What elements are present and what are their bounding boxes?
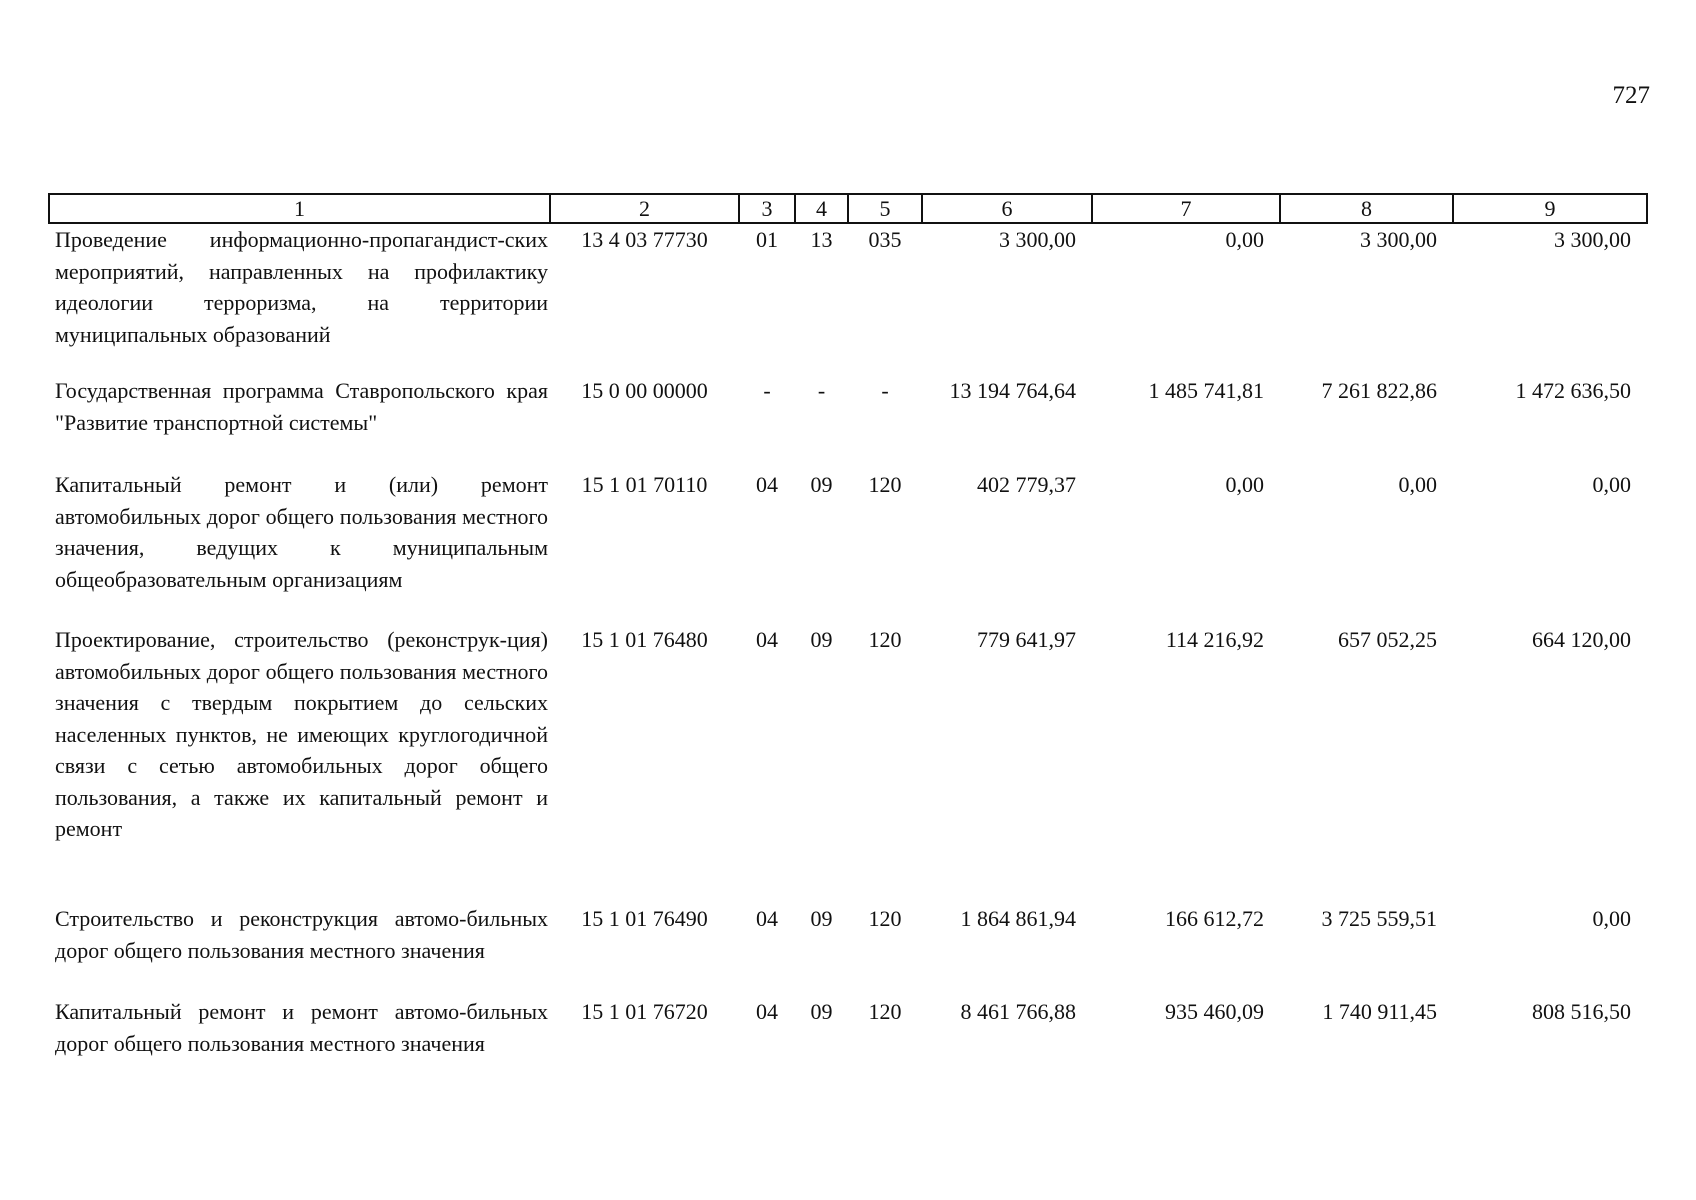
row-col7: 1 485 741,81 xyxy=(1148,378,1264,403)
column-header: 4 xyxy=(795,194,848,223)
page-number: 727 xyxy=(1612,82,1650,109)
row-col3: 04 xyxy=(756,999,778,1024)
row-col6: 8 461 766,88 xyxy=(960,999,1076,1024)
table-row xyxy=(49,469,1647,624)
row-name: Проведение информационно-пропагандист-ских мероприятий, направленных на профилактику идеологии терроризма, на территории муниципальных образований xyxy=(55,227,548,347)
row-name: Проектирование, строительство (реконструк-ция) автомобильных дорог общего пользования местного значения с твердым покрытием до сельских населенных пунктов, не имеющих круглогодичной связи с сетью автомобильных дорог общего пользования, а также их капитальный ремонт и ремонт xyxy=(55,627,548,841)
row-code: 15 1 01 76480 xyxy=(581,627,708,652)
column-header: 9 xyxy=(1453,194,1647,223)
row-col7: 0,00 xyxy=(1225,227,1264,252)
row-col9: 664 120,00 xyxy=(1532,627,1631,652)
row-col7: 166 612,72 xyxy=(1165,906,1264,931)
row-col9: 1 472 636,50 xyxy=(1515,378,1631,403)
row-col3: 04 xyxy=(756,627,778,652)
row-col5: 035 xyxy=(868,227,902,252)
row-col4: 13 xyxy=(810,227,833,252)
row-name: Капитальный ремонт и ремонт автомо-бильных дорог общего пользования местного значения xyxy=(55,999,548,1056)
row-col7: 935 460,09 xyxy=(1165,999,1264,1024)
column-header: 2 xyxy=(550,194,739,223)
row-code: 13 4 03 77730 xyxy=(581,227,708,252)
row-col6: 779 641,97 xyxy=(977,627,1076,652)
row-col6: 402 779,37 xyxy=(977,472,1076,497)
column-header: 1 xyxy=(49,194,550,223)
row-col5: - xyxy=(881,378,889,403)
table-row xyxy=(49,375,1647,469)
row-col5: 120 xyxy=(868,627,902,652)
row-col4: 09 xyxy=(810,472,833,497)
row-col8: 657 052,25 xyxy=(1338,627,1437,652)
row-col8: 1 740 911,45 xyxy=(1322,999,1437,1024)
row-col5: 120 xyxy=(868,906,902,931)
row-col4: - xyxy=(817,378,826,403)
row-col8: 3 725 559,51 xyxy=(1321,906,1437,931)
row-col3: 04 xyxy=(756,472,778,497)
row-col6: 3 300,00 xyxy=(999,227,1076,252)
row-name: Строительство и реконструкция автомо-бильных дорог общего пользования местного значения xyxy=(55,906,548,963)
row-code: 15 1 01 76490 xyxy=(581,906,708,931)
row-col9: 0,00 xyxy=(1592,906,1631,931)
table-row xyxy=(49,223,1647,375)
row-col3: - xyxy=(763,378,771,403)
row-col3: 01 xyxy=(756,227,778,252)
row-col9: 3 300,00 xyxy=(1554,227,1631,252)
row-col4: 09 xyxy=(810,906,833,931)
row-col8: 3 300,00 xyxy=(1360,227,1437,252)
column-header: 5 xyxy=(848,194,922,223)
row-col8: 7 261 822,86 xyxy=(1321,378,1437,403)
row-col9: 808 516,50 xyxy=(1532,999,1631,1024)
row-col7: 114 216,92 xyxy=(1165,627,1264,652)
table-header-row xyxy=(49,194,1647,223)
row-col6: 1 864 861,94 xyxy=(960,906,1076,931)
column-header: 7 xyxy=(1092,194,1280,223)
table-row xyxy=(49,624,1647,903)
row-col5: 120 xyxy=(868,472,902,497)
row-col8: 0,00 xyxy=(1398,472,1437,497)
row-col4: 09 xyxy=(810,999,833,1024)
row-col6: 13 194 764,64 xyxy=(949,378,1076,403)
column-header: 6 xyxy=(922,194,1092,223)
table-row xyxy=(49,903,1647,996)
row-col3: 04 xyxy=(756,906,778,931)
column-header: 8 xyxy=(1280,194,1453,223)
row-code: 15 0 00 00000 xyxy=(581,378,708,403)
row-code: 15 1 01 70110 xyxy=(581,472,708,497)
row-code: 15 1 01 76720 xyxy=(581,999,708,1024)
row-col9: 0,00 xyxy=(1592,472,1631,497)
budget-table xyxy=(48,193,1648,1091)
row-name: Капитальный ремонт и (или) ремонт автомобильных дорог общего пользования местного значения, ведущих к муниципальным общеобразовательным организациям xyxy=(55,472,548,592)
table-row xyxy=(49,996,1647,1091)
row-col7: 0,00 xyxy=(1225,472,1264,497)
row-col5: 120 xyxy=(868,999,902,1024)
column-header: 3 xyxy=(739,194,795,223)
row-col4: 09 xyxy=(810,627,833,652)
row-name: Государственная программа Ставропольского края "Развитие транспортной системы" xyxy=(55,378,548,435)
